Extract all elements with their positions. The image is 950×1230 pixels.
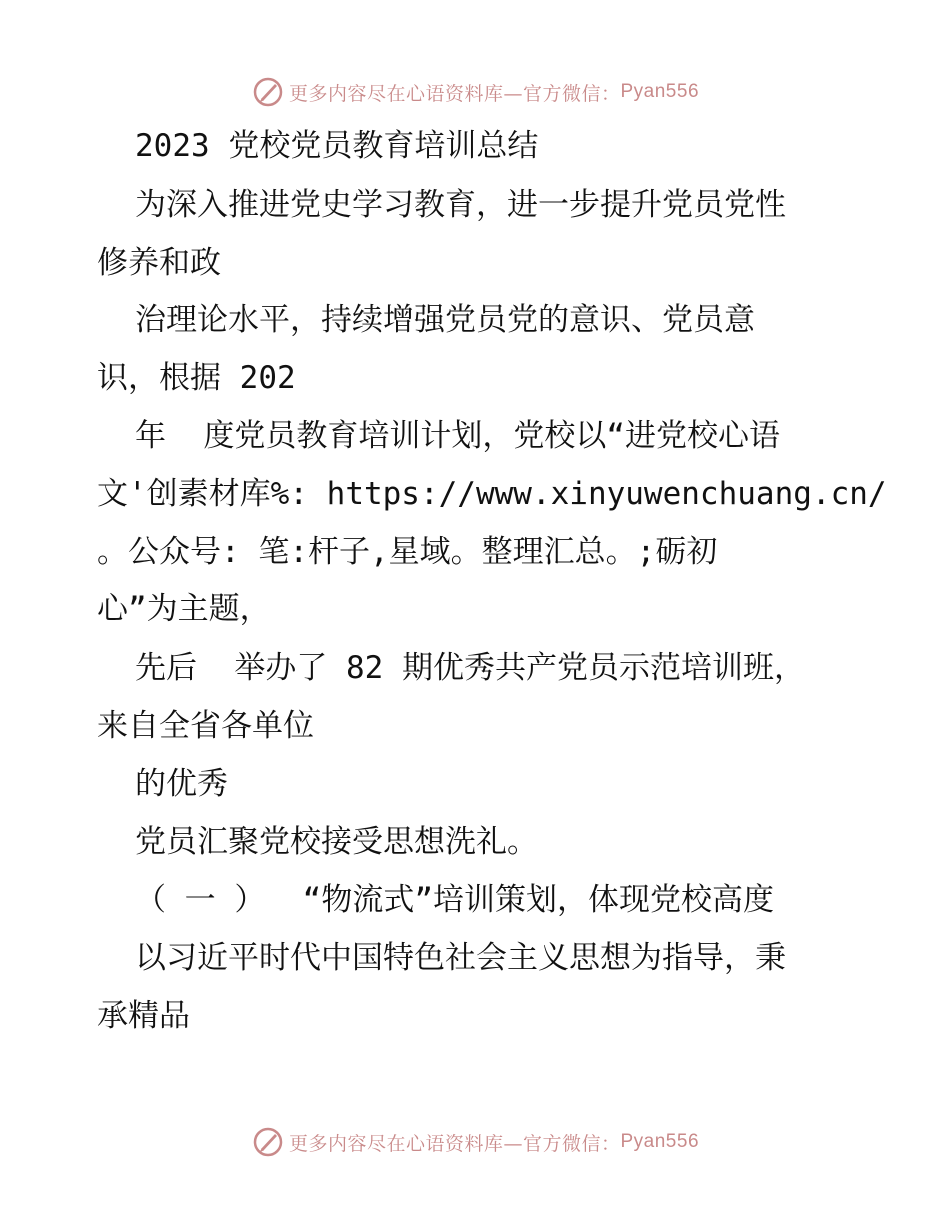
document-line: 年 度党员教育培训计划，党校以“进党校心语 [135,418,780,454]
document-line: 。公众号: 笔:杆子,星域。整理汇总。;砺初 [97,534,718,570]
document-title: 2023 党校党员教育培训总结 [135,128,539,164]
document-line: 党员汇聚党校接受思想洗礼。 [135,824,538,860]
banner-wechat-id: Pyan556 [620,1131,700,1152]
quill-pen-logo-icon [251,1125,285,1159]
banner-text: 更多内容尽在心语资料库—官方微信： [288,82,621,105]
banner-text: 更多内容尽在心语资料库—官方微信： [288,1132,621,1155]
footer-watermark-banner [0,1122,950,1162]
document-line: 的优秀 [135,766,228,802]
document-line: 心”为主题， [97,591,271,627]
document-line: 以习近平时代中国特色社会主义思想为指导，秉 [135,940,786,976]
document-line: 为深入推进党史学习教育，进一步提升党员党性 [135,187,786,223]
document-line: 识，根据 202 [97,360,296,396]
document-line: 承精品 [97,998,190,1034]
section-heading: （ 一 ） “物流式”培训策划，体现党校高度 [135,882,774,918]
document-line: 先后 举办了 82 期优秀共产党员示范培训班， [135,650,805,686]
document-line: 文'创素材库%: https://www.xinyuwenchuang.cn/ [97,476,887,512]
banner-wechat-id: Pyan556 [620,81,700,102]
document-line: 来自全省各单位 [97,708,314,744]
document-line: 治理论水平，持续增强党员党的意识、党员意 [135,302,755,338]
document-line: 修养和政 [97,245,221,281]
